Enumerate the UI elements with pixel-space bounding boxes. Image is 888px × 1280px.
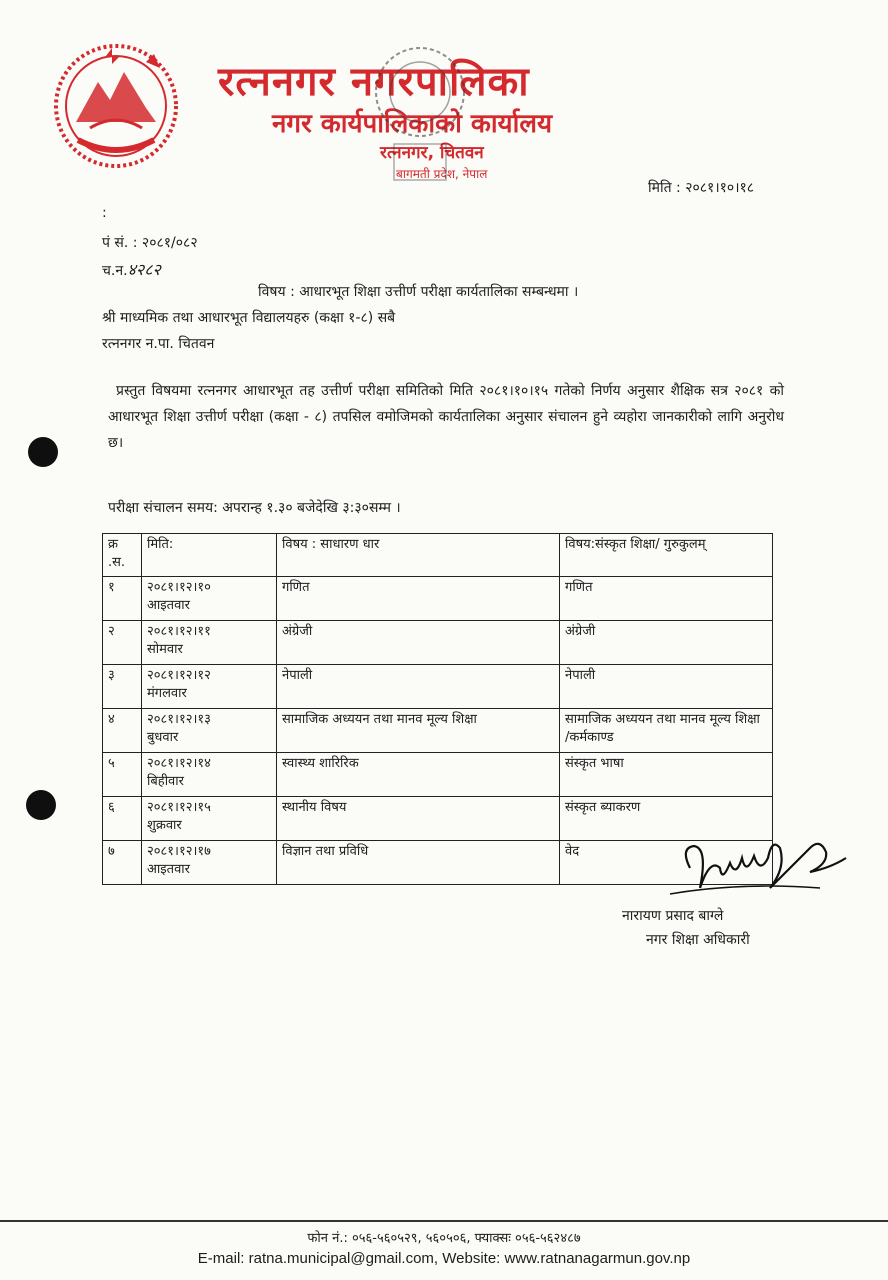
row-sanskrit-subject: संस्कृत भाषा xyxy=(560,753,773,797)
row-serial: ७ xyxy=(103,841,142,885)
header-serial: क्र .स. xyxy=(103,534,142,577)
row-sanskrit-subject: नेपाली xyxy=(560,665,773,709)
row-date: २०८१।१२।१० आइतवार xyxy=(142,577,277,621)
table-row xyxy=(103,577,773,621)
office-address-province: बागमती प्रदेश, नेपाल xyxy=(396,167,488,181)
recipient-line-2: रत्ननगर न.पा. चितवन xyxy=(102,336,215,352)
row-serial: १ xyxy=(103,577,142,621)
row-serial: ६ xyxy=(103,797,142,841)
office-subtitle: नगर कार्यपालिकाको कार्यालय xyxy=(272,109,553,139)
recipient-line-1: श्री माध्यमिक तथा आधारभूत विद्यालयहरु (कक्षा १-८) सबै xyxy=(102,310,396,326)
row-general-subject: गणित xyxy=(277,577,560,621)
footer-phone: फोन नं.: ०५६-५६०५२९, ५६०५०६, फ्याक्सः ०५६-५६२४८७ xyxy=(307,1231,581,1246)
letter-body: प्रस्तुत विषयमा रत्ननगर आधारभूत तह उत्तीर्ण परीक्षा समितिको मिति २०८१।१०।१५ गतेको निर्णय अनुसार शैक्षिक सत्र २०८१ को आधारभूत शिक्षा उत्तीर्ण परीक्षा (कक्षा - ८) तपसिल वमोजिमको कार्यतालिका अनुसार संचालन हुने व्यहोरा जानकारीको लागि अनुरोध छ। xyxy=(108,383,784,451)
row-serial: ५ xyxy=(103,753,142,797)
table-row xyxy=(103,709,773,753)
signatory-name: नारायण प्रसाद बाग्ले xyxy=(622,908,724,924)
official-stamp-seal xyxy=(360,40,480,200)
reference-number: पं सं. : २०८१/०८२ xyxy=(102,235,198,251)
punch-hole xyxy=(26,790,56,820)
table-row xyxy=(103,665,773,709)
punch-hole xyxy=(28,437,58,467)
office-title: रत्ननगर नगरपालिका xyxy=(218,59,530,105)
table-row xyxy=(103,621,773,665)
office-address-city: रत्ननगर, चितवन xyxy=(380,143,484,163)
row-date: २०८१।१२।१७ आइतवार xyxy=(142,841,277,885)
table-row xyxy=(103,753,773,797)
dispatch-handwritten-number: ४२८२ xyxy=(127,260,161,279)
row-serial: २ xyxy=(103,621,142,665)
row-general-subject: विज्ञान तथा प्रविधि xyxy=(277,841,560,885)
header-general-stream: विषय : साधारण धार xyxy=(277,534,560,577)
row-sanskrit-subject: वेद xyxy=(560,841,773,885)
footer-contact: E-mail: ratna.municipal@gmail.com, Website: www.ratnanagarmun.gov.np xyxy=(197,1250,691,1267)
header-sanskrit-stream: विषय:संस्कृत शिक्षा/ गुरुकुलम् xyxy=(560,534,773,577)
exam-schedule-time: परीक्षा संचालन समय: अपरान्ह १.३० बजेदेखि ३:३०सम्म । xyxy=(108,500,401,516)
row-general-subject: नेपाली xyxy=(277,665,560,709)
row-sanskrit-subject: अंग्रेजी xyxy=(560,621,773,665)
row-date: २०८१।१२।१४ बिहीवार xyxy=(142,753,277,797)
row-sanskrit-subject: गणित xyxy=(560,577,773,621)
row-serial: ४ xyxy=(103,709,142,753)
table-header-row xyxy=(103,534,773,577)
row-general-subject: अंग्रेजी xyxy=(277,621,560,665)
signatory-designation: नगर शिक्षा अधिकारी xyxy=(646,932,750,948)
dispatch-number xyxy=(102,258,161,280)
dispatch-label: च.न. xyxy=(102,263,128,279)
handwritten-signature xyxy=(650,828,850,908)
row-general-subject: स्थानीय विषय xyxy=(277,797,560,841)
row-date: २०८१।१२।१२ मंगलवार xyxy=(142,665,277,709)
row-sanskrit-subject: संस्कृत ब्याकरण xyxy=(560,797,773,841)
colon-mark: : xyxy=(102,205,107,221)
row-date: २०८१।१२।१५ शुक्रवार xyxy=(142,797,277,841)
row-general-subject: स्वास्थ्य शारिरिक xyxy=(277,753,560,797)
footer-divider xyxy=(0,1220,888,1222)
row-serial: ३ xyxy=(103,665,142,709)
row-general-subject: सामाजिक अध्ययन तथा मानव मूल्य शिक्षा xyxy=(277,709,560,753)
row-sanskrit-subject: सामाजिक अध्ययन तथा मानव मूल्य शिक्षा /कर्मकाण्ड xyxy=(560,709,773,753)
header-date: मिति: xyxy=(142,534,277,577)
letter-subject: विषय : आधारभूत शिक्षा उत्तीर्ण परीक्षा कार्यतालिका सम्बन्धमा । xyxy=(258,284,579,300)
letter-date: मिति : २०८१।१०।१८ xyxy=(648,180,755,196)
row-date: २०८१।१२।११ सोमवार xyxy=(142,621,277,665)
row-date: २०८१।१२।१३ बुधवार xyxy=(142,709,277,753)
municipality-emblem-logo xyxy=(50,42,182,170)
